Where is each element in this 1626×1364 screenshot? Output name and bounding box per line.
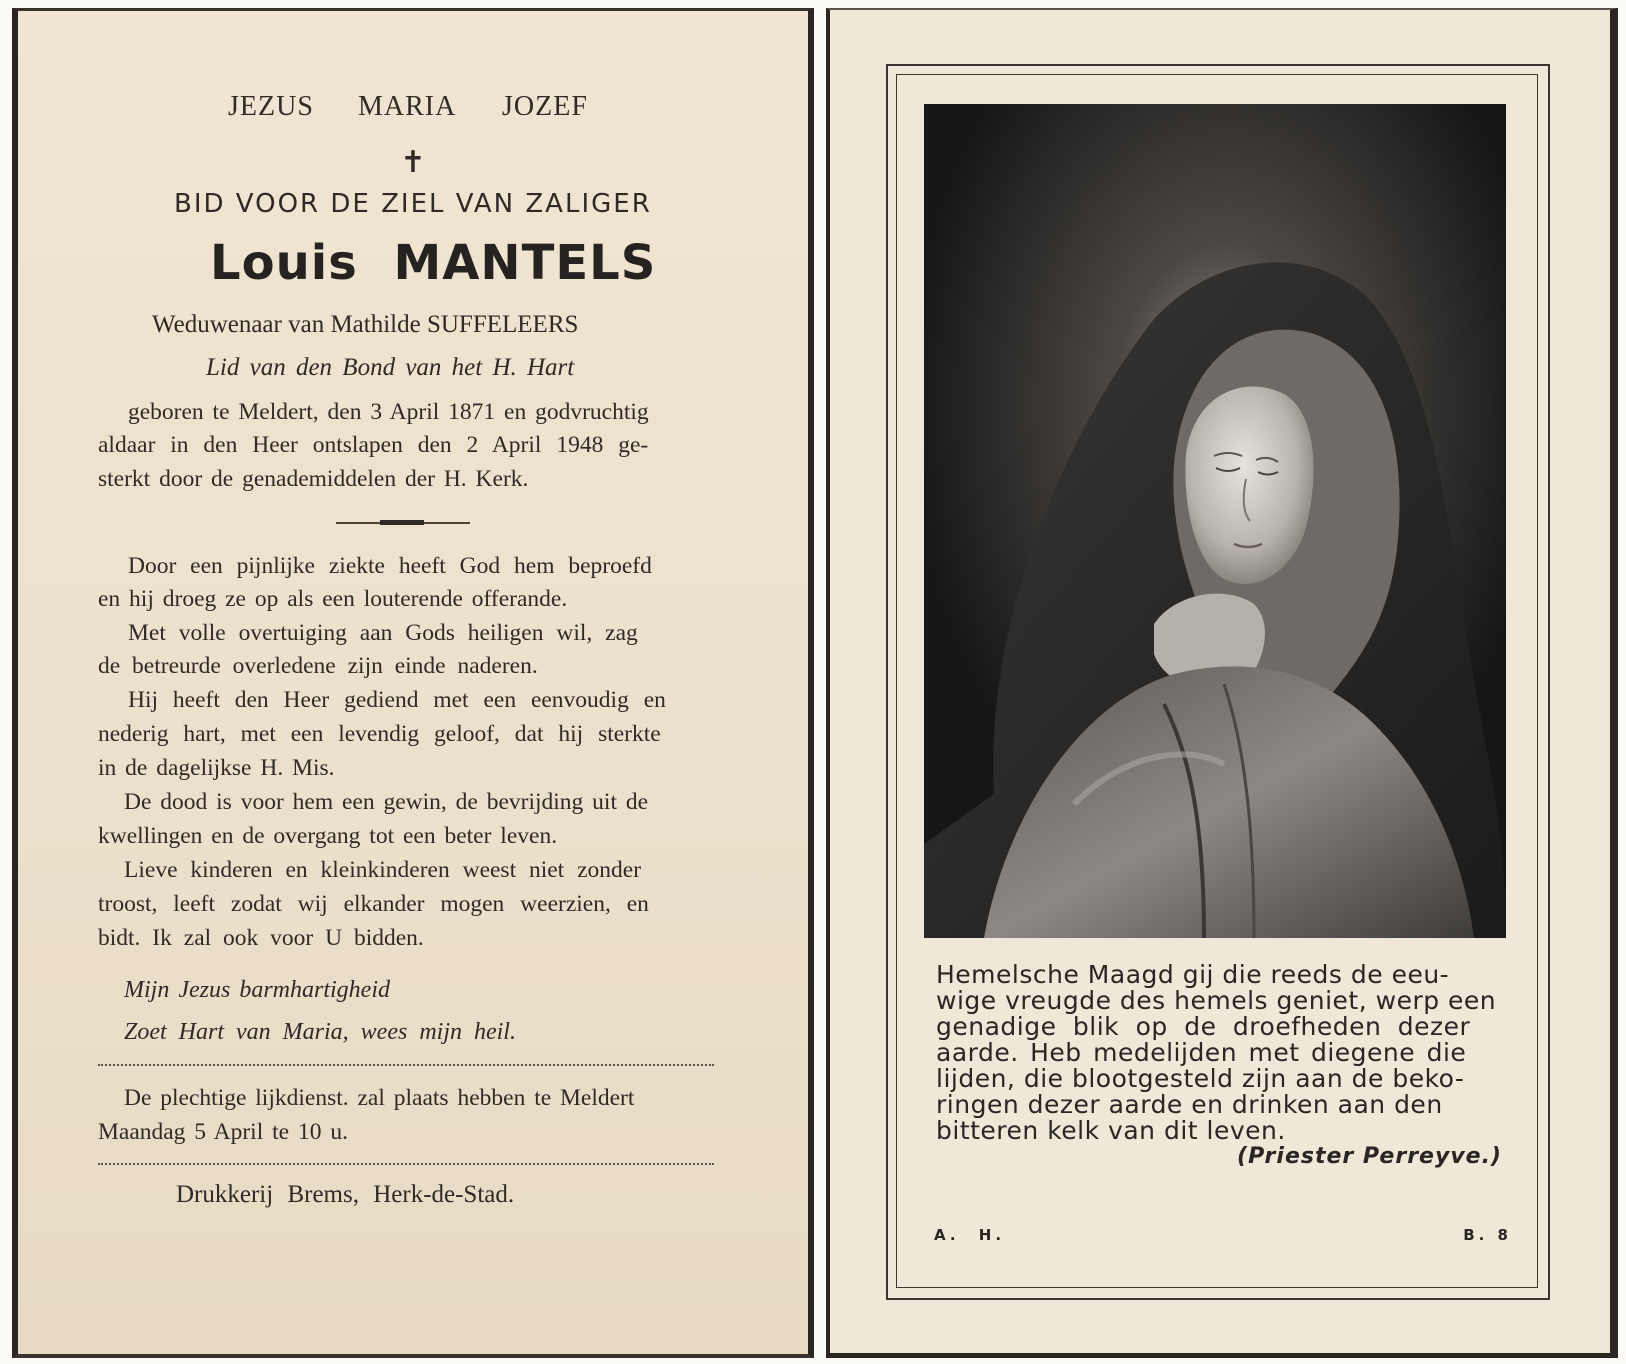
body-line: bidt. Ik zal ook voor U bidden. [98,925,424,951]
member-line: Lid van den Bond van het H. Hart [206,354,575,381]
body-line: Door een pijnlijke ziekte heeft God hem beproefd [128,553,652,579]
deceased-name [210,235,656,291]
prayer-request: BID VOOR DE ZIEL VAN ZALIGER [174,189,652,219]
dotted-divider [98,1064,714,1066]
body-line: troost, leeft zodat wij elkander mogen weerzien, en [98,891,649,917]
deceased-first-name: Louis [210,235,358,291]
attribution: (Priester Perreyve.) [1237,1144,1502,1169]
service-line: De plechtige lijkdienst. zal plaats hebben te Meldert [124,1085,635,1111]
printer-line: Drukkerij Brems, Herk-de-Stad. [176,1181,515,1208]
prayer-line: aarde. Heb medelijden met diegene die [936,1038,1467,1067]
body-line: De dood is voor hem een gewin, de bevrijding uit de [124,789,649,815]
print-code-right: B. 8 [1463,1226,1512,1244]
prayer-line: Hemelsche Maagd gij die reeds de eeu- [936,960,1450,989]
prayer-line: bitteren kelk van dit leven. [936,1116,1286,1145]
birth-death-line-2: aldaar in den Heer ontslapen den 2 April 1948 ge- [98,432,649,458]
widower-line: Weduwenaar van Mathilde SUFFELEERS [152,311,579,338]
left-card-memorial-text [12,8,814,1358]
invocation-line: Zoet Hart van Maria, wees mijn heil. [124,1019,516,1045]
dotted-divider [98,1163,714,1165]
body-line: nederig hart, met een levendig geloof, dat hij sterkte [98,721,661,747]
body-line: kwellingen en de overgang tot een beter leven. [98,823,558,849]
service-line: Maandag 5 April te 10 u. [98,1119,348,1145]
cross-icon: ✝ [400,145,426,180]
body-line: de betreurde overledene zijn einde naderen. [98,653,538,679]
invocation-line: Mijn Jezus barmhartigheid [124,977,390,1003]
body-line: in de dagelijkse H. Mis. [98,755,335,781]
madonna-image [924,104,1506,938]
ornamental-separator [336,520,470,526]
right-card-devotional-image [826,8,1618,1358]
prayer-line: wige vreugde des hemels geniet, werp een [936,986,1497,1015]
prayer-line: lijden, die blootgesteld zijn aan de beko- [936,1064,1465,1093]
header-word-jozef: JOZEF [502,91,588,122]
birth-death-line-3: sterkt door de genademiddelen der H. Kerk. [98,466,529,492]
header-word-jezus: JEZUS [228,91,314,122]
prayer-line: ringen dezer aarde en drinken aan den [936,1090,1443,1119]
prayer-line: genadige blik op de droefheden dezer [936,1012,1471,1041]
praying-madonna-illustration [924,104,1506,938]
header-word-maria: MARIA [358,91,457,122]
body-line: Hij heeft den Heer gediend met een eenvoudig en [128,687,666,713]
birth-death-line-1: geboren te Meldert, den 3 April 1871 en godvruchtig [128,399,649,425]
body-line: Lieve kinderen en kleinkinderen weest niet zonder [124,857,642,883]
print-code-left: A. H. [934,1226,1006,1244]
deceased-last-name: MANTELS [393,235,657,291]
body-line: en hij droeg ze op als een louterende offerande. [98,586,568,612]
body-line: Met volle overtuiging aan Gods heiligen wil, zag [128,620,638,646]
